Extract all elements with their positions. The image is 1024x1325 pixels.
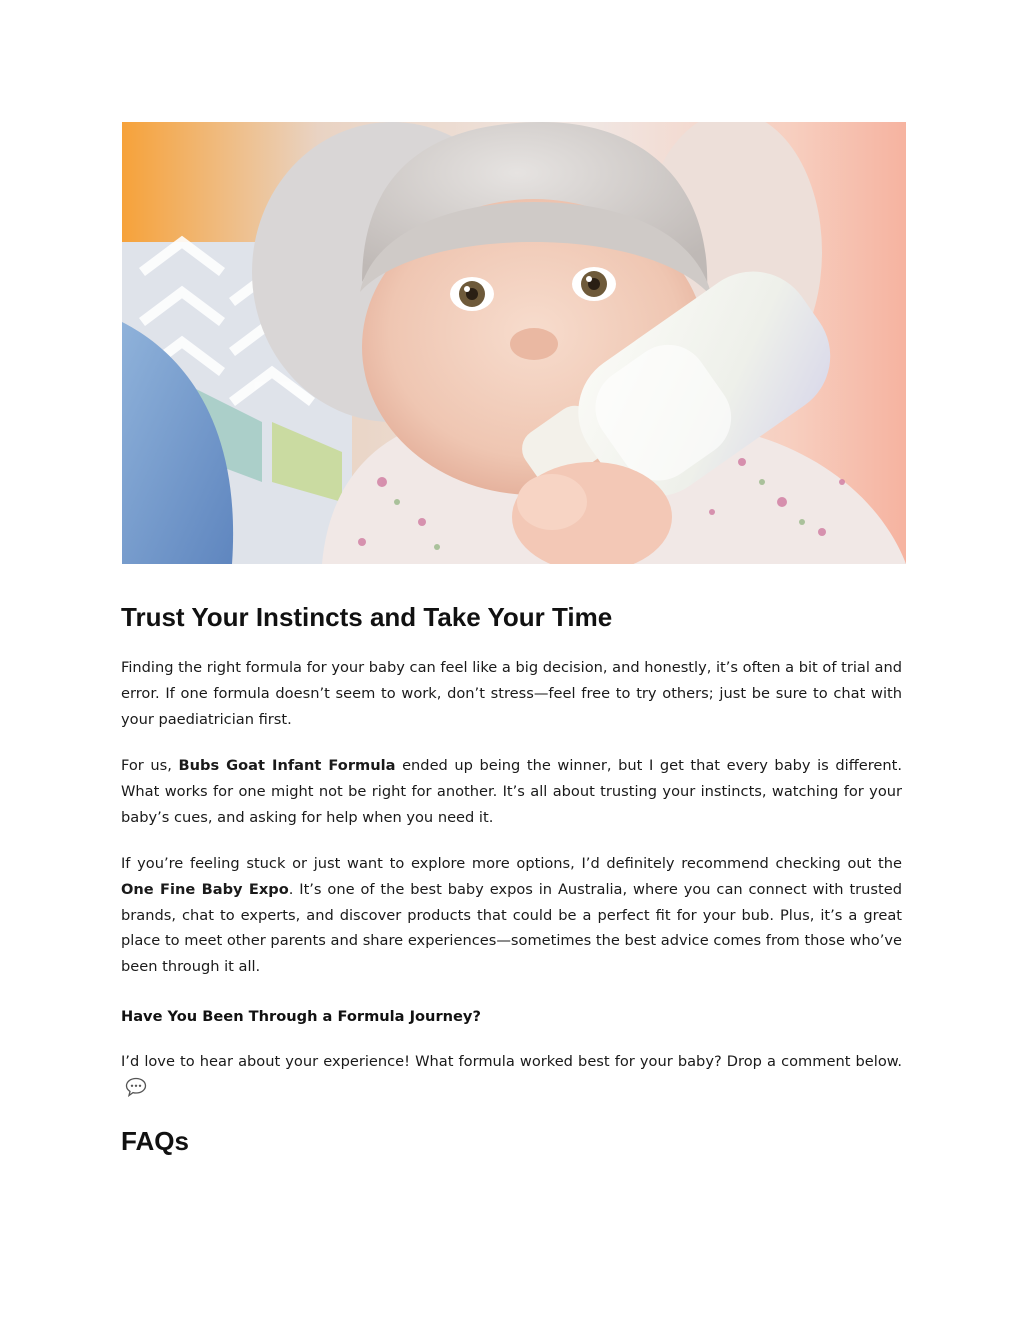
hero-image bbox=[122, 122, 906, 564]
paragraph-bubs-goat bbox=[121, 753, 902, 830]
paragraph-formula-trial: Finding the right formula for your baby can feel like a big decision, and honestly, it’s often a bit of trial and error. If one formula doesn’t seem to work, don’t stress—feel free to try others; just be sure to chat with your paediatrician first. bbox=[121, 659, 902, 728]
paragraph-text: ended up being the winner, but I get that every baby is different. What works for one might not be right for another. It’s all about trusting your instincts, watching for your baby’s cues, and asking for help when you need it. bbox=[121, 757, 902, 826]
paragraph-text: I’d love to hear about your experience! What formula worked best for your baby? Drop a comment below. bbox=[121, 1053, 902, 1070]
section-heading: Trust Your Instincts and Take Your Time bbox=[121, 602, 613, 632]
paragraph-comment-invite bbox=[121, 1049, 902, 1106]
paragraph-text: . It’s one of the best baby expos in Australia, where you can connect with trusted brands, chat to experts, and discover products that could be a perfect fit for your bub. Plus, it’s a great place to meet other parents and share experiences—sometimes the best advice comes from those who’ve been through it all. bbox=[121, 880, 902, 976]
paragraph-baby-expo bbox=[121, 851, 902, 980]
paragraph-text: For us, bbox=[121, 757, 179, 774]
one-fine-baby-expo-text: One Fine Baby Expo bbox=[121, 880, 289, 898]
journey-heading: Have You Been Through a Formula Journey? bbox=[121, 1008, 481, 1025]
speech-bubble-icon bbox=[125, 1077, 147, 1106]
baby-bottle-photo bbox=[122, 122, 906, 564]
bubs-goat-formula-text: Bubs Goat Infant Formula bbox=[178, 757, 396, 774]
faqs-heading: FAQs bbox=[121, 1126, 189, 1156]
paragraph-text: If you’re feeling stuck or just want to explore more options, I’d definitely recommend checking out the bbox=[121, 855, 902, 872]
